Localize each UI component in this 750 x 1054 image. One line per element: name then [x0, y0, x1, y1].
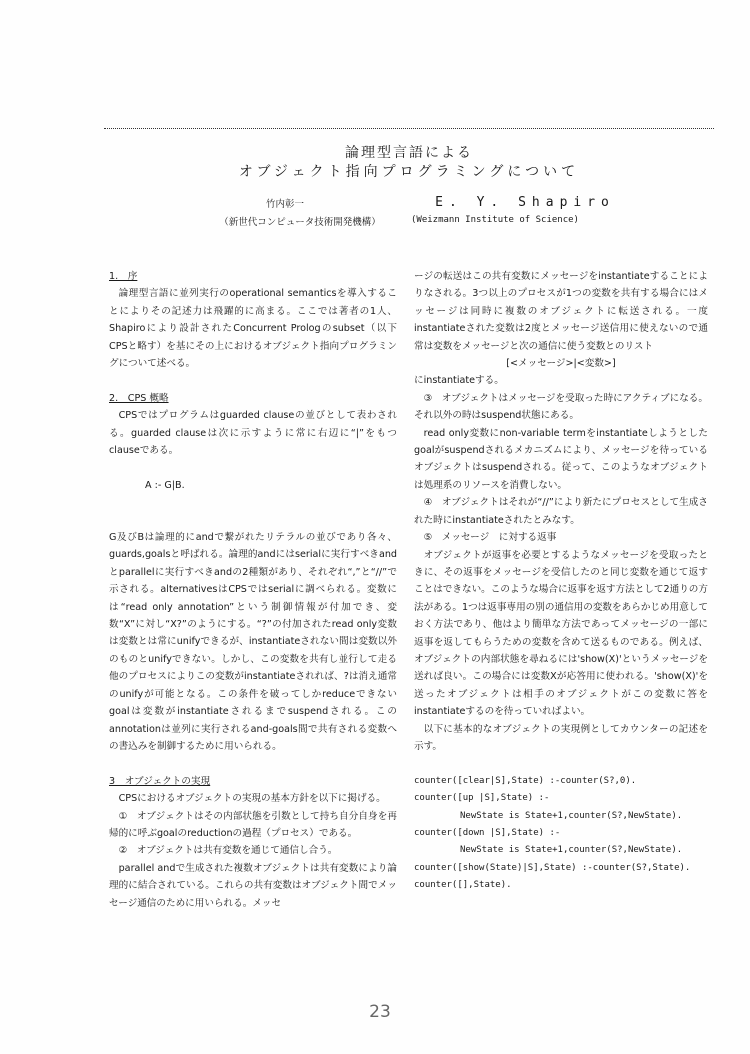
- paragraph: read only変数にnon-variable termをinstantiateしようとしたgoalがsuspendされるメカニズムにより、メッセージを待っているオブジェクトはsuspendされる。従って、このようなオブジェクトは処理系のリソースを消費しない。: [414, 427, 708, 491]
- paragraph: G及びBは論理的にandで繋がれたリテラルの並びであり各々、guards,goalsと呼ばれる。論理的andにはserialに実行すべきandとparallelに実行すべきandの2種類があり、それぞれ“,”と“//”で示される。alternativesはCPSではserialに調べられる。変数には“read only annotation”という制御情報が付加でき、変数“X”に対し“X?”のようにする。“?”の付加されたread only変数は変数とは常にunifyできるが、instantiateされない間は変数以外のものとunifyできない。しかし、この変数を共有し並行して走る他のプロセスによりこの変数がinstantiateされれば、?は消え通常のunifyが可能となる。この条件を破ってしかreduceできないgoalは変数がinstantiateされるまでsuspendされる。このannotationは並列に実行されるand-goals間で共有される変数への書込みを制御するために用いられる。: [109, 532, 397, 752]
- spacer: [109, 755, 397, 772]
- code-line: counter([],State).: [414, 880, 512, 891]
- section-heading: 2. CPS 概略: [109, 392, 169, 404]
- code-line: [414, 808, 708, 825]
- paragraph: ② オブジェクトは共有変数を通じて通信し合う。: [118, 845, 338, 857]
- paragraph: CPSではプログラムはguarded clauseの並びとして表わされる。guarded clauseは次に示すように常に右辺に“|”をもつclauseである。: [109, 410, 397, 457]
- paragraph: 以下に基本的なオブジェクトの実現例としてカウンターの記述を示す。: [414, 723, 708, 752]
- section-heading-line: [109, 268, 397, 285]
- spacer: [109, 372, 397, 389]
- section-heading-line: [109, 773, 397, 790]
- code-line-text: NewState is State+1,counter(S?,NewState).: [460, 845, 683, 856]
- section-heading: 1. 序: [109, 271, 138, 282]
- formula: A :- G|B.: [145, 479, 185, 491]
- paragraph: にinstantiateする。: [414, 375, 504, 387]
- author-2-name: E. Y. Shapiro: [435, 195, 615, 210]
- spacer: [109, 512, 397, 529]
- formula: [<メッセージ>|<変数>]: [506, 358, 616, 370]
- code-line: [414, 842, 708, 859]
- section-heading: 3 オブジェクトの実現: [109, 775, 211, 787]
- paragraph: ③ オブジェクトはメッセージを受取った時にアクティブになる。それ以外の時はsuspend状態にある。: [414, 392, 708, 422]
- right-column: [414, 268, 708, 895]
- paragraph: parallel andで生成された複数オブジェクトは共有変数により論理的に結合されている。これらの共有変数はオブジェクト間でメッセージ通信のために用いられる。メッセ: [109, 862, 397, 909]
- header-rule: [104, 128, 714, 129]
- spacer: [414, 755, 708, 772]
- title-line-1: 論理型言語による: [345, 145, 473, 161]
- paragraph: ⑤ メッセージ に対する返事: [423, 532, 557, 544]
- paragraph: 論理型言語に並列実行のoperational semanticsを導入することによりその記述力は飛躍的に高まる。ここでは著者の1人、Shapiroにより設計されたConcurrent Prologのsubset（以下 CPSと略す）を基にその上におけるオブジェクト指向プログラミングについて述べる。: [109, 288, 397, 370]
- paragraph: ① オブジェクトはその内部状態を引数として持ち自分自身を再帰的に呼ぶgoalのreductionの過程（プロセス）である。: [109, 810, 397, 839]
- paragraph: ージの転送はこの共有変数にメッセージをinstantiateすることによりなされる。3つ以上のプロセスが1つの変数を共有する場合にはメッセージは同時に複数のオブジェクトに転送される。一度instantiateされた変数は2度とメッセージ送信用に使えないので通常は変数をメッセージと次の通信に使う変数とのリスト: [414, 271, 708, 352]
- code-line-text: NewState is State+1,counter(S?,NewState).: [460, 810, 683, 821]
- code-line: counter([clear|S],State) :-counter(S?,0).: [414, 775, 637, 786]
- left-column: [109, 268, 397, 912]
- code-line: counter([down |S],State) :-: [414, 827, 561, 838]
- title-line-2: オブジェクト指向プログラミングについて: [238, 164, 580, 180]
- author-1-affiliation: （新世代コンピュータ技術開発機構）: [219, 217, 381, 228]
- author-2-affiliation: (Weizmann Institute of Science): [411, 215, 579, 225]
- paragraph: オブジェクトが返事を必要とするようなメッセージを受取ったときに、その返事をメッセージを受信したのと同じ変数を通じて返すことはできない。このような場合に返事を返す方法として2通りの方法がある。1つは返事専用の別の通信用の変数をあらかじめ用意しておく方法であり、他はより簡単な方法であってメッセージの一部に返事を返してもらうための変数を含めて送るものである。例えば、オブジェクトの内部状態を尋ねるには'show(X)'というメッセージを送れば良い。この場合には変数Xが応答用に使われる。'show(X)'を送ったオブジェクトは相手のオブジェクトがこの変数に答をinstantiateするのを待っていればよい。: [414, 549, 708, 718]
- spacer: [109, 494, 397, 511]
- code-line: counter([show(State)|S],State) :-counter(S?,State).: [414, 862, 691, 873]
- section-heading-line: [109, 390, 397, 407]
- code-line: counter([up |S],State) :-: [414, 793, 550, 804]
- spacer: [109, 459, 397, 476]
- author-1-name: 竹内彰一: [265, 199, 304, 210]
- paragraph: ④ オブジェクトはそれが“//”により新たにプロセスとして生成された時にinstantiateされたとみなす。: [414, 497, 708, 526]
- page-number: 23: [369, 1002, 391, 1022]
- paragraph: CPSにおけるオブジェクトの実現の基本方針を以下に掲げる。: [118, 793, 386, 805]
